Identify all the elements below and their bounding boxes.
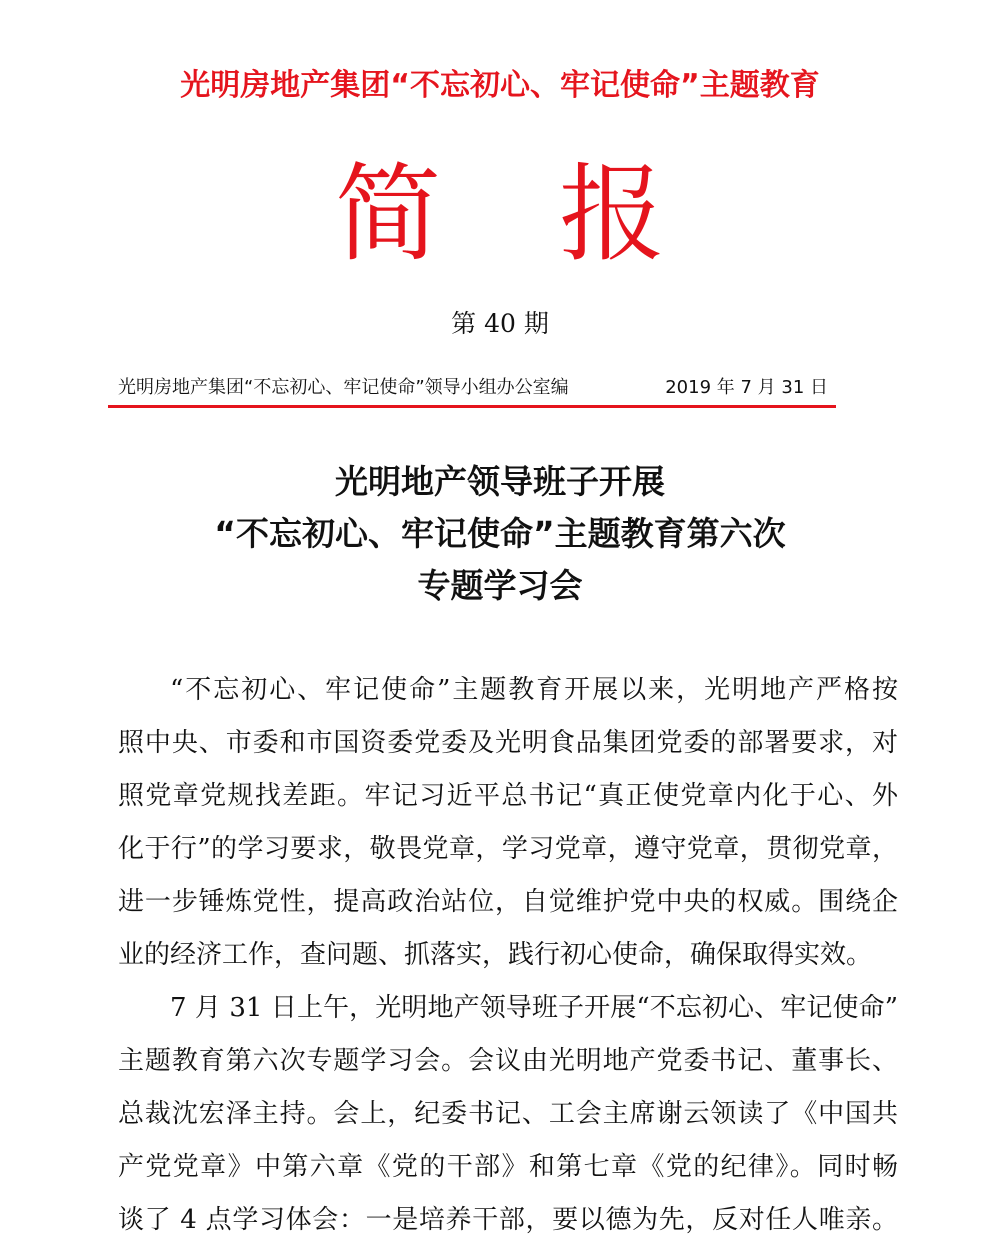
body-line: 7 月 31 日上午，光明地产领导班子开展“不忘初心、牢记使命” (170, 993, 898, 1023)
body-line: 照中央、市委和市国资委党委及光明食品集团党委的部署要求，对 (118, 728, 898, 758)
publish-date: 2019 年 7 月 31 日 (665, 377, 828, 398)
article-title-line: 光明地产领导班子开展 (335, 462, 665, 501)
red-divider-line (108, 405, 836, 408)
masthead-title (0, 150, 1000, 280)
header-org-title: 光明房地产集团“不忘初心、牢记使命”主题教育 (180, 68, 820, 103)
article-title-line: “不忘初心、牢记使命”主题教育第六次 (214, 514, 786, 553)
body-line: 进一步锤炼党性，提高政治站位，自觉维护党中央的权威。围绕企 (118, 887, 898, 917)
body-line: 化于行”的学习要求，敬畏党章，学习党章，遵守党章，贯彻党章， (118, 834, 898, 864)
editor-label: 光明房地产集团“不忘初心、牢记使命”领导小组办公室编 (118, 377, 569, 398)
body-line: 照党章党规找差距。牢记习近平总书记“真正使党章内化于心、外 (118, 781, 898, 811)
body-line: 总裁沈宏泽主持。会上，纪委书记、工会主席谢云领读了《中国共 (118, 1099, 898, 1129)
body-line: 业的经济工作，查问题、抓落实，践行初心使命，确保取得实效。 (118, 940, 873, 970)
body-line: 谈了 4 点学习体会：一是培养干部，要以德为先，反对任人唯亲。 (118, 1205, 898, 1235)
article-title-line: 专题学习会 (417, 566, 583, 605)
issue-number: 第 40 期 (451, 309, 549, 338)
body-line: “不忘初心、牢记使命”主题教育开展以来，光明地产严格按 (170, 675, 898, 705)
body-line: 主题教育第六次专题学习会。会议由光明地产党委书记、董事长、 (118, 1046, 898, 1076)
editor-date-row (118, 374, 830, 402)
masthead-char-jian: 简 (335, 153, 441, 276)
article-body (118, 664, 898, 1247)
body-line: 产党党章》中第六章《党的干部》和第七章《党的纪律》。同时畅 (118, 1152, 898, 1182)
masthead-char-bao: 报 (559, 153, 665, 276)
article-title (0, 456, 1000, 612)
